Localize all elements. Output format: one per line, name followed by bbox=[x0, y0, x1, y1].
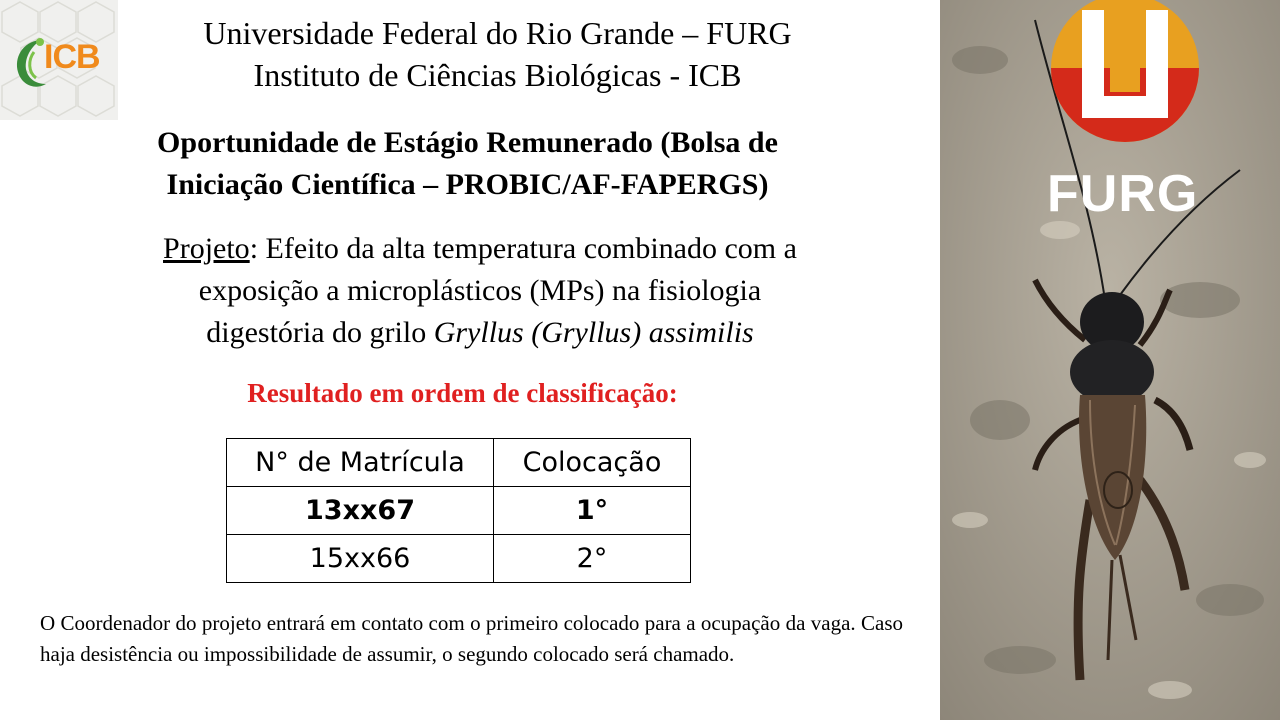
cricket-image-icon bbox=[940, 0, 1280, 720]
matricula-cell: 15xx66 bbox=[227, 535, 494, 583]
result-heading: Resultado em ordem de classificação: bbox=[247, 378, 678, 408]
species-name: Gryllus (Gryllus) assimilis bbox=[433, 316, 754, 349]
project-description bbox=[60, 228, 900, 354]
coordinator-note: O Coordenador do projeto entrará em contato com o primeiro colocado para a ocupação da vaga. Caso haja desistência ou impossibilidade de assumir, o segundo colocado será chamado. bbox=[40, 611, 903, 666]
header-colocacao: Colocação bbox=[494, 439, 691, 487]
institute-name: Instituto de Ciências Biológicas - ICB bbox=[253, 57, 742, 93]
project-line-2: exposição a microplásticos (MPs) na fisiologia bbox=[198, 274, 762, 307]
colocacao-cell: 2° bbox=[494, 535, 691, 583]
header-matricula: N° de Matrícula bbox=[227, 439, 494, 487]
table-header-row bbox=[227, 439, 691, 487]
table-row bbox=[227, 535, 691, 583]
project-line-1: Projeto: Efeito da alta temperatura combinado com a bbox=[163, 232, 797, 265]
project-text-1: Efeito da alta temperatura combinado com a bbox=[265, 232, 797, 265]
title-line-2: Iniciação Científica – PROBIC/AF-FAPERGS) bbox=[166, 168, 769, 201]
project-label: Projeto bbox=[163, 232, 250, 265]
furg-logo-text: FURG bbox=[1047, 165, 1199, 223]
institution-header bbox=[120, 12, 875, 96]
icb-logo bbox=[0, 0, 118, 120]
ranking-table bbox=[226, 438, 691, 583]
project-text-3: digestória do grilo bbox=[206, 316, 427, 349]
icb-logo-text: ICB bbox=[44, 38, 100, 76]
title-line-1: Oportunidade de Estágio Remunerado (Bolsa de bbox=[157, 126, 778, 159]
colocacao-cell: 1° bbox=[494, 487, 691, 535]
furg-logo-icon bbox=[1051, 0, 1199, 142]
matricula-cell: 13xx67 bbox=[227, 487, 494, 535]
university-name: Universidade Federal do Rio Grande – FURG bbox=[203, 15, 792, 51]
table-row bbox=[227, 487, 691, 535]
announcement-title bbox=[60, 122, 875, 206]
project-line-3 bbox=[60, 312, 900, 354]
cricket-photo bbox=[940, 0, 1280, 720]
